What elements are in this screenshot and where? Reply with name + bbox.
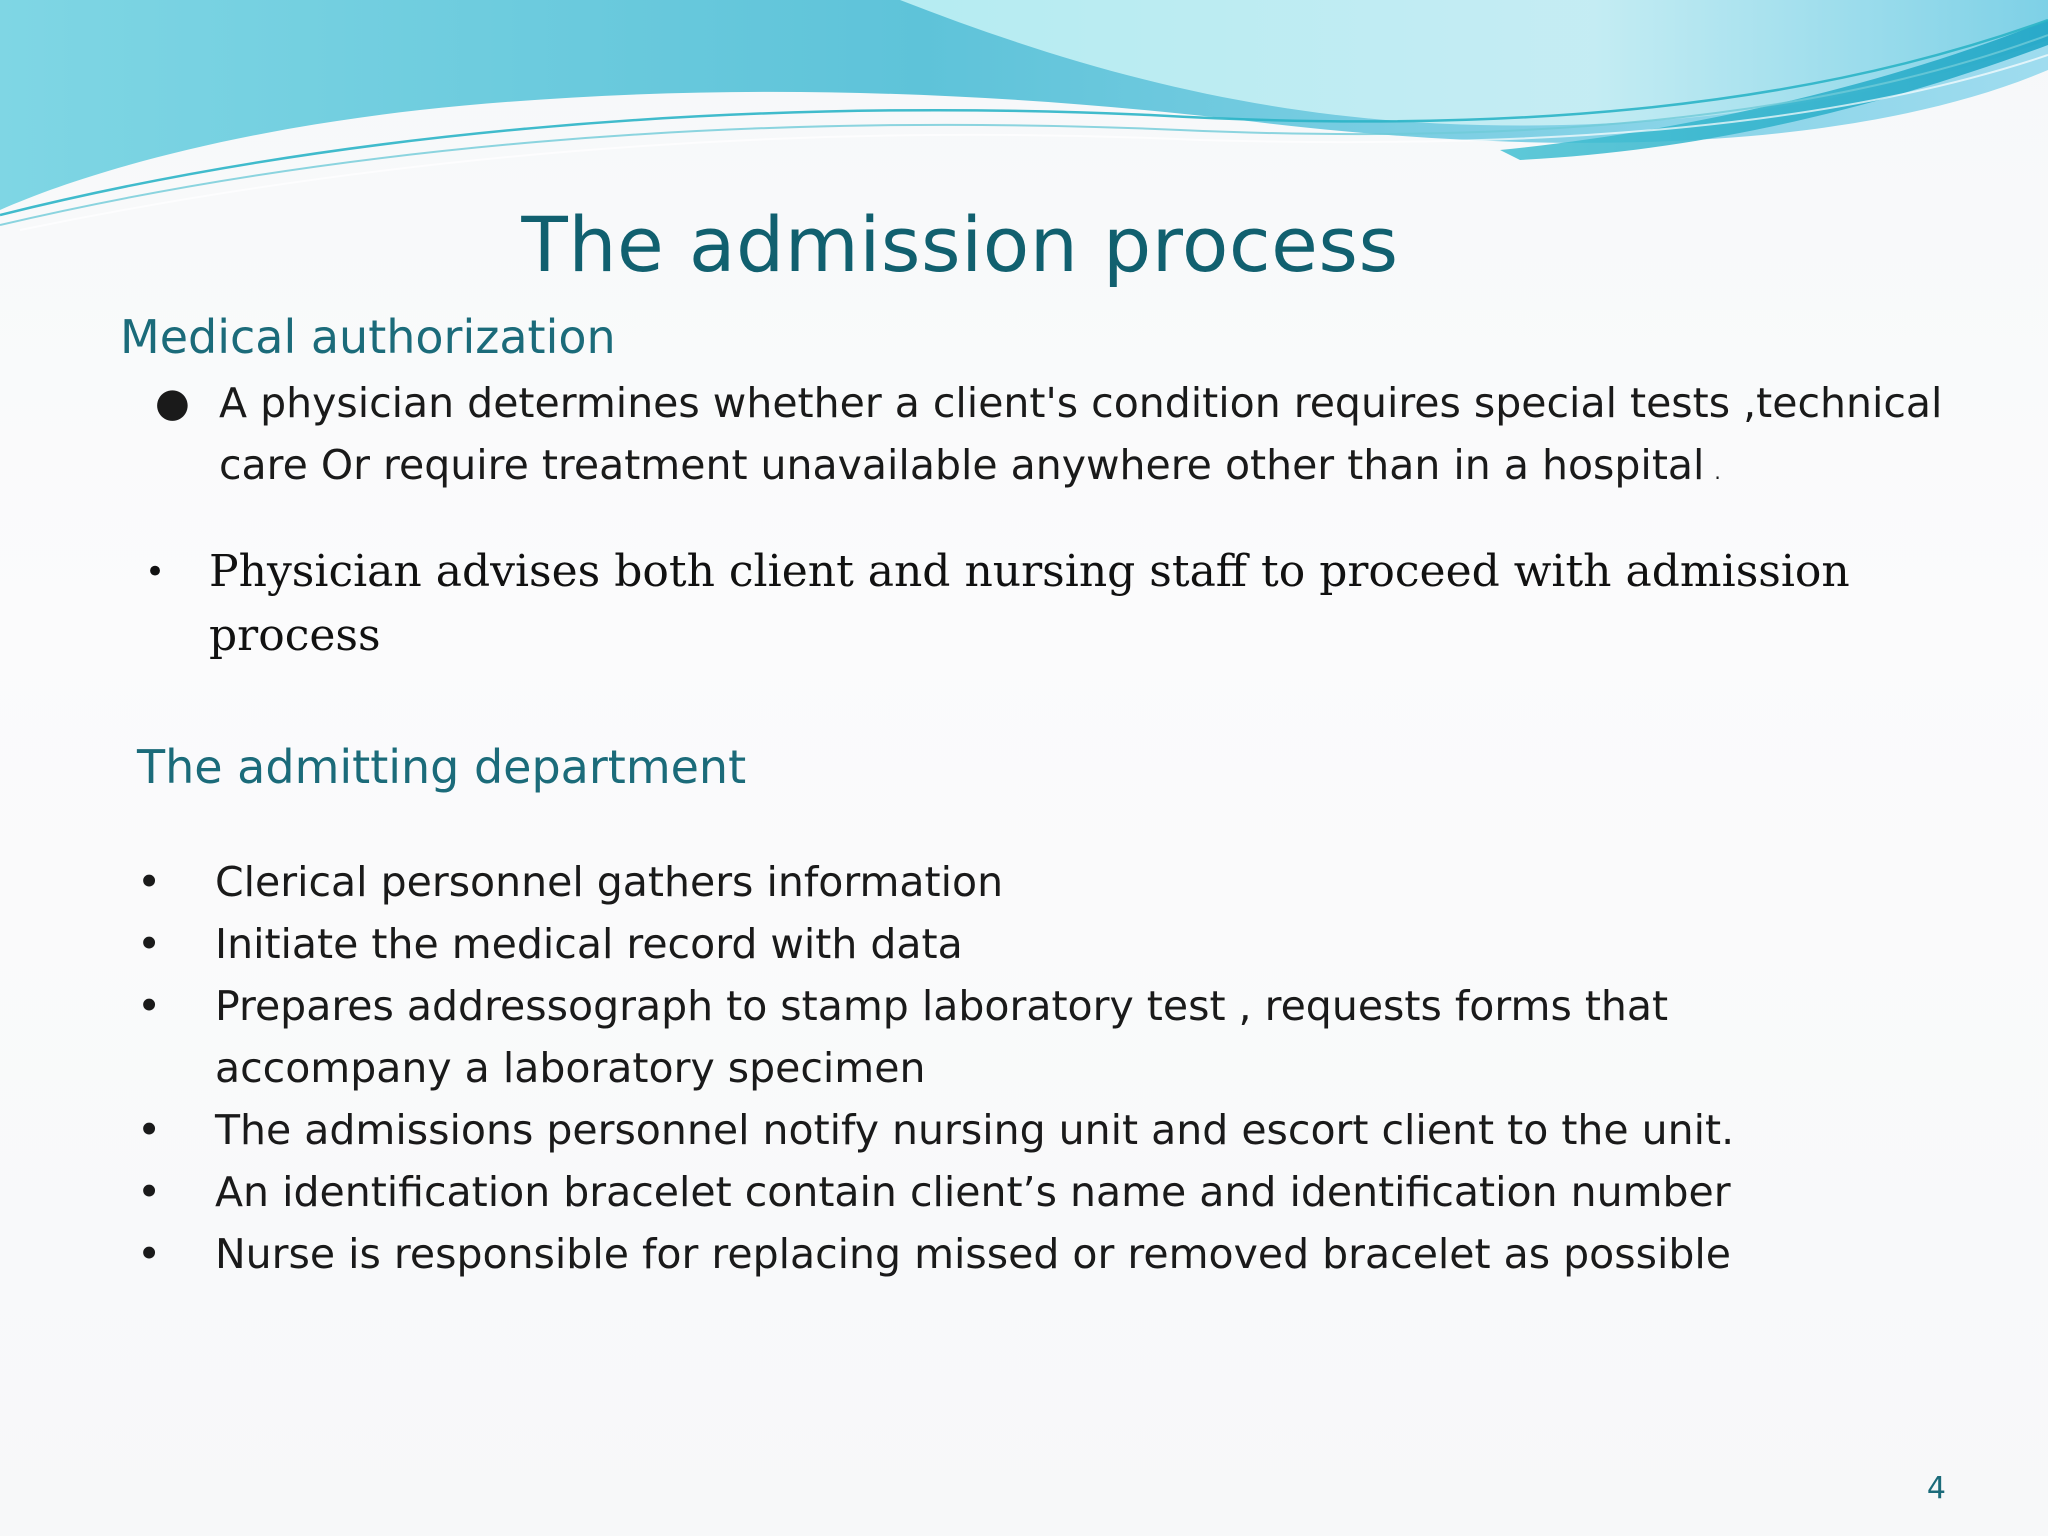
list-item-text [219,372,2019,503]
list-item [137,1161,1731,1223]
list-item-line: Physician advises both client and nursing staff to proceed with admission [209,546,1850,597]
section-heading-medical-authorization: Medical authorization [120,310,616,364]
section-heading-admitting-department: The admitting department [137,740,747,794]
list-item-line: care Or require treatment unavailable anywhere other than in a hospital [219,441,1705,489]
list-item-line: process [209,610,381,661]
list-item [137,975,1668,1099]
list-item [145,540,2029,668]
list-item-line: accompany a laboratory specimen [215,1044,926,1092]
list-item [137,1099,1734,1161]
trailing-period: . [1714,460,1721,484]
list-item-text: The admissions personnel notify nursing unit and escort client to the unit. [215,1106,1735,1154]
bullet-icon: • [137,982,162,1030]
list-item-text: An identification bracelet contain client’s name and identification number [215,1168,1731,1216]
bullet-icon: • [137,1168,162,1216]
list-item-text [215,975,1668,1099]
list-item-line: Prepares addressograph to stamp laboratory test , requests forms that [215,982,1669,1030]
list-item-text: Nurse is responsible for replacing missed or removed bracelet as possible [215,1230,1732,1278]
list-item-text: Initiate the medical record with data [215,920,963,968]
bullet-icon: ● [155,380,190,426]
list-item-text [209,540,2029,668]
list-item [137,1223,1731,1285]
bullet-icon: • [137,1230,162,1278]
list-item-text: Clerical personnel gathers information [215,858,1004,906]
bullet-icon: • [137,920,162,968]
list-item [137,851,1003,913]
slide-title: The admission process [521,200,1399,289]
page-number: 4 [1926,1471,1946,1506]
bullet-icon: • [137,1106,162,1154]
bullet-icon: • [145,552,166,592]
list-item [155,372,2019,503]
bullet-icon: • [137,858,162,906]
list-item [137,913,963,975]
list-item-line: A physician determines whether a client's condition requires special tests ,technical [219,379,1943,427]
